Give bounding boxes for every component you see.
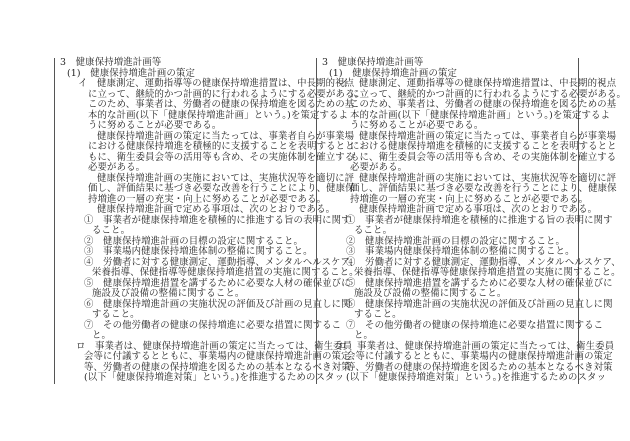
text-line: ③ 事業場内健康保持増進体制の整備に関すること。 xyxy=(346,246,575,257)
text-line: イ 健康測定、運動指導等の健康保持増進措置は、中長期的視点 xyxy=(78,78,355,89)
text-line: 施設及び設備の整備に関すること。 xyxy=(354,288,507,299)
text-line: ① 事業者が健康保持増進を積極的に推進する旨の表明に関す xyxy=(346,214,613,226)
text-line: このため、事業者は、労働者の健康の保持増進を図るための基 xyxy=(350,99,617,110)
text-line: ⑤ 健康保持増進措置を講ずるために必要な人材の確保並びに xyxy=(346,277,613,289)
text-line: ⑥ 健康保持増進計画の実施状況の評価及び計画の見直しに関 xyxy=(346,298,613,310)
text-line: 会等に付議するとともに、事業場内の健康保持増進計画の策定 xyxy=(84,351,351,362)
text-line: 健康保持増進計画で定める事項は、次のとおりである。 xyxy=(359,204,598,215)
text-line: と。 xyxy=(92,330,112,341)
text-line: このため、事業者は、労働者の健康の保持増進を図るための基 xyxy=(88,99,355,110)
text-line: 必要がある。 xyxy=(88,162,146,173)
text-line: 持増進の一層の充実・向上に努めることが必要である。 xyxy=(88,193,327,205)
text-line: 等、労働者の健康の保持増進を図るための基本となるべき対策 xyxy=(346,361,613,373)
text-line: 価し、評価結果に基づき必要な改善を行うことにより、健康保 xyxy=(88,183,355,194)
text-line: ④ 労働者に対する健康測定、運動指導、メンタルヘルスケア、 xyxy=(84,256,359,268)
text-line: 持増進の一層の充実・向上に努めることが必要である。 xyxy=(350,193,589,205)
text-line: ⑥ 健康保持増進計画の実施状況の評価及び計画の見直しに関 xyxy=(84,298,351,310)
text-line: 会等に付議するとともに、事業場内の健康保持増進計画の策定 xyxy=(346,351,613,362)
text-line: 等、労働者の健康の保持増進を図るための基本となるべき対策 xyxy=(84,361,351,373)
text-line: ること。 xyxy=(92,225,131,236)
text-line: 健康保持増進計画の実施においては、実施状況等を適切に評 xyxy=(359,172,617,184)
right-column-current-text xyxy=(316,57,627,384)
text-line: 健康保持増進計画で定める事項は、次のとおりである。 xyxy=(97,204,336,215)
text-line: に立って、継続的かつ計画的に行われるようにする必要がある。 xyxy=(88,88,365,100)
text-line: 本的な計画(以下「健康保持増進計画」という。)を策定するよ xyxy=(88,109,349,121)
text-line: ⑤ 健康保持増進措置を講ずるために必要な人材の確保並びに xyxy=(84,277,351,289)
text-line: ロ 事業者は、健康保持増進計画の策定に当たっては、衛生委員 xyxy=(76,340,353,352)
left-column-revised-text xyxy=(54,57,365,384)
text-line: 栄養指導、保健指導等健康保持増進措置の実施に関すること。 xyxy=(354,267,621,278)
text-line: 栄養指導、保健指導等健康保持増進措置の実施に関すること。 xyxy=(92,267,359,278)
text-line: 3 健康保持増進計画等 xyxy=(322,57,424,68)
text-line: 健康保持増進計画の策定に当たっては、事業者自らが事業場 xyxy=(359,130,617,142)
text-line: もに、衛生委員会等の活用等も含め、その実施体制を確立する xyxy=(350,151,617,163)
text-line: 価し、評価結果に基づき必要な改善を行うことにより、健康保 xyxy=(350,183,617,194)
text-line: に立って、継続的かつ計画的に行われるようにする必要がある。 xyxy=(350,88,627,100)
text-line: ロ 事業者は、健康保持増進計画の策定に当たっては、衛生委員 xyxy=(338,340,615,352)
text-line: ③ 事業場内健康保持増進体制の整備に関すること。 xyxy=(84,246,313,257)
text-line: もに、衛生委員会等の活用等も含め、その実施体制を確立する xyxy=(88,151,355,163)
text-line: (以下「健康保持増進対策」という。)を推進するためのスタッ xyxy=(84,372,345,383)
text-line: ⑦ その他労働者の健康の保持増進に必要な措置に関するこ xyxy=(346,319,604,331)
text-line: 本的な計画(以下「健康保持増進計画」という。)を策定するよ xyxy=(350,109,611,121)
text-line: すること。 xyxy=(354,309,402,320)
text-line: ② 健康保持増進計画の目標の設定に関すること。 xyxy=(84,235,304,247)
text-line: ④ 労働者に対する健康測定、運動指導、メンタルヘルスケア、 xyxy=(346,256,621,268)
text-line: ること。 xyxy=(354,225,393,236)
text-line: (1) 健康保持増進計画の策定 xyxy=(329,67,458,79)
text-line: すること。 xyxy=(92,309,140,320)
text-line: ① 事業者が健康保持増進を積極的に推進する旨の表明に関す xyxy=(84,214,351,226)
text-line: 3 健康保持増進計画等 xyxy=(60,57,162,68)
text-line: 健康保持増進計画の策定に当たっては、事業者自らが事業場 xyxy=(97,130,355,142)
text-line: における健康保持増進を積極的に支援することを表明するとと xyxy=(350,141,617,152)
text-line: うに努めることが必要である。 xyxy=(350,120,484,131)
text-line: 健康保持増進計画の実施においては、実施状況等を適切に評 xyxy=(97,172,355,184)
text-line: における健康保持増進を積極的に支援することを表明するとと xyxy=(88,141,355,152)
text-line: (以下「健康保持増進対策」という。)を推進するためのスタッ xyxy=(346,372,607,383)
text-line: うに努めることが必要である。 xyxy=(88,120,222,131)
text-line: イ 健康測定、運動指導等の健康保持増進措置は、中長期的視点 xyxy=(340,78,617,89)
text-line: ② 健康保持増進計画の目標の設定に関すること。 xyxy=(346,235,566,247)
text-line: ⑦ その他労働者の健康の保持増進に必要な措置に関するこ xyxy=(84,319,342,331)
text-line: (1) 健康保持増進計画の策定 xyxy=(67,67,196,79)
text-line: 施設及び設備の整備に関すること。 xyxy=(92,288,245,299)
text-line: と。 xyxy=(354,330,374,341)
text-line: 必要がある。 xyxy=(350,162,408,173)
